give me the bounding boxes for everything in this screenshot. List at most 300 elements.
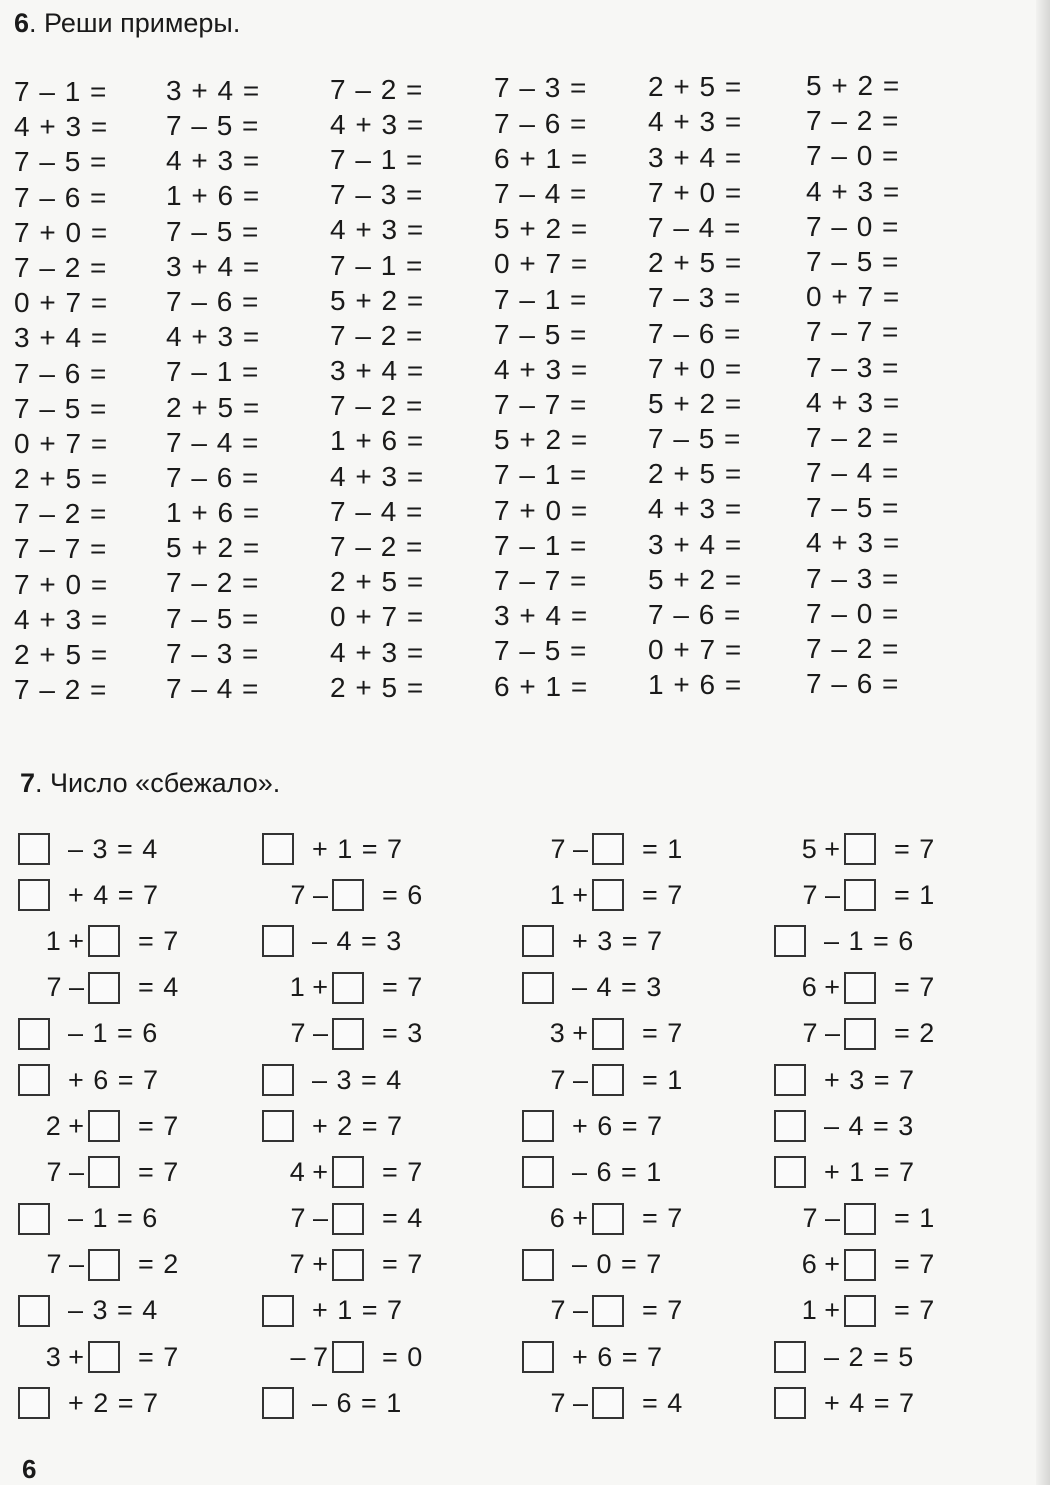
example-prefix: 7 – [802, 1203, 840, 1234]
page-number: 6 [22, 1454, 37, 1484]
math-example: 7 – 1 = [330, 143, 424, 175]
missing-number-example [18, 1057, 253, 1103]
answer-box[interactable] [332, 972, 364, 1004]
missing-number-example [262, 1011, 497, 1057]
math-example: 4 + 3 = [330, 636, 425, 668]
math-example: 7 – 4 = [330, 495, 424, 527]
answer-box[interactable] [18, 1018, 50, 1050]
task-6-column [330, 72, 480, 705]
math-example: 4 + 3 = [330, 460, 425, 492]
missing-number-example [18, 1103, 253, 1149]
example-suffix: + 4 = 7 [68, 879, 160, 910]
answer-box[interactable] [592, 879, 624, 911]
math-example: 7 – 2 = [806, 105, 900, 137]
example-suffix: – 1 = 6 [824, 925, 915, 956]
example-suffix: = 7 [894, 833, 936, 864]
math-example: 7 – 6 = [14, 357, 108, 389]
math-example: 7 – 3 = [806, 562, 900, 594]
missing-number-example [522, 872, 757, 918]
math-example: 7 – 4 = [166, 673, 260, 704]
example-prefix: 7 – [550, 1387, 588, 1418]
missing-number-example [522, 1380, 757, 1426]
example-suffix: = 7 [894, 972, 936, 1003]
answer-box[interactable] [332, 1203, 364, 1235]
answer-box[interactable] [332, 1249, 364, 1281]
math-example: 7 – 7 = [14, 533, 108, 565]
math-example: 2 + 5 = [330, 566, 425, 598]
math-example: 7 – 2 = [14, 251, 108, 283]
example-suffix: = 2 [138, 1249, 180, 1280]
missing-number-example [522, 1334, 757, 1380]
answer-box[interactable] [88, 972, 120, 1004]
math-example: 0 + 7 = [648, 634, 743, 666]
task-6-column [166, 73, 316, 706]
math-example: 7 – 2 = [14, 498, 108, 530]
missing-number-example [774, 918, 1009, 964]
answer-box[interactable] [774, 1064, 806, 1096]
example-prefix: 7 – [802, 1018, 840, 1049]
missing-number-example [774, 1011, 1009, 1057]
math-example: 7 – 6 = [14, 181, 108, 213]
answer-box[interactable] [844, 1203, 876, 1235]
math-example: 7 – 5 = [166, 110, 260, 141]
missing-number-example [774, 1380, 1009, 1426]
math-example: 7 + 0 = [648, 352, 743, 384]
example-suffix: = 7 [382, 1156, 424, 1187]
example-prefix: – 7 [290, 1341, 328, 1372]
missing-number-example [262, 1103, 497, 1149]
example-suffix: = 7 [138, 1156, 180, 1187]
math-example: 5 + 2 = [648, 387, 743, 419]
missing-number-example [262, 1242, 497, 1288]
math-example: 7 – 3 = [330, 179, 424, 211]
math-example: 7 – 1 = [494, 283, 588, 315]
example-suffix: = 4 [642, 1387, 684, 1418]
answer-box[interactable] [262, 1110, 294, 1142]
math-example: 0 + 7 = [14, 287, 109, 319]
example-prefix: 1 + [45, 925, 84, 956]
math-example: 1 + 6 = [648, 669, 743, 701]
math-example: 7 + 0 = [494, 494, 589, 526]
answer-box[interactable] [774, 925, 806, 957]
example-suffix: + 2 = 7 [312, 1110, 404, 1141]
answer-box[interactable] [522, 1110, 554, 1142]
math-example: 5 + 2 = [494, 213, 589, 245]
missing-number-example [262, 1334, 497, 1380]
example-suffix: – 0 = 7 [572, 1249, 663, 1280]
math-example: 7 – 5 = [14, 146, 108, 178]
math-example: 0 + 7 = [14, 427, 109, 459]
example-prefix: 3 + [549, 1018, 588, 1049]
example-prefix: 6 + [549, 1203, 588, 1234]
answer-box[interactable] [18, 1203, 50, 1235]
missing-number-example [18, 1380, 253, 1426]
missing-number-example [522, 1288, 757, 1334]
example-prefix: 7 – [802, 879, 840, 910]
missing-number-example [774, 1103, 1009, 1149]
answer-box[interactable] [18, 1295, 50, 1327]
missing-number-example [18, 965, 253, 1011]
answer-box[interactable] [592, 1295, 624, 1327]
example-prefix: 7 – [550, 1064, 588, 1095]
math-example: 7 – 3 = [806, 351, 900, 383]
answer-box[interactable] [592, 1064, 624, 1096]
math-example: 7 – 4 = [166, 426, 260, 458]
math-example: 4 + 3 = [330, 214, 425, 246]
example-suffix: – 3 = 4 [68, 833, 159, 864]
example-suffix: – 4 = 3 [572, 972, 663, 1003]
math-example: 7 – 1 = [166, 356, 260, 388]
math-example: 7 – 4 = [494, 177, 588, 209]
math-example: 7 – 7 = [806, 316, 900, 348]
example-suffix: – 4 = 3 [824, 1110, 915, 1141]
example-suffix: + 6 = 7 [572, 1341, 664, 1372]
math-example: 4 + 3 = [14, 111, 109, 143]
example-prefix: 1 + [549, 879, 588, 910]
missing-number-example [262, 965, 497, 1011]
missing-number-example [262, 1288, 497, 1334]
answer-box[interactable] [592, 833, 624, 865]
answer-box[interactable] [592, 1018, 624, 1050]
math-example: 7 – 6 = [806, 668, 900, 700]
answer-box[interactable] [774, 1387, 806, 1419]
answer-box[interactable] [844, 972, 876, 1004]
math-example: 3 + 4 = [648, 141, 743, 173]
math-example: 2 + 5 = [648, 71, 743, 103]
math-example: 7 – 1 = [494, 529, 588, 561]
math-example: 1 + 6 = [166, 180, 261, 212]
example-suffix: = 4 [382, 1203, 424, 1234]
answer-box[interactable] [592, 1387, 624, 1419]
example-suffix: = 3 [382, 1018, 424, 1049]
math-example: 7 – 7 = [494, 389, 588, 421]
answer-box[interactable] [88, 1249, 120, 1281]
math-example: 5 + 2 = [494, 424, 589, 456]
math-example: 7 + 0 = [14, 568, 109, 600]
math-example: 7 – 5 = [494, 635, 588, 667]
answer-box[interactable] [774, 1341, 806, 1373]
answer-box[interactable] [88, 925, 120, 957]
math-example: 7 – 0 = [806, 210, 900, 242]
math-example: 2 + 5 = [648, 247, 743, 279]
task-6-column [806, 68, 956, 701]
math-example: 7 – 1 = [494, 459, 588, 491]
example-suffix: = 1 [642, 1064, 684, 1095]
math-example: 7 – 5 = [648, 423, 742, 455]
math-example: 7 – 6 = [166, 461, 260, 493]
example-suffix: + 1 = 7 [824, 1156, 916, 1187]
example-suffix: = 1 [894, 1203, 936, 1234]
math-example: 5 + 2 = [806, 70, 901, 101]
example-suffix: = 6 [382, 879, 424, 910]
example-suffix: = 1 [642, 833, 684, 864]
missing-number-example [262, 918, 497, 964]
missing-number-example [522, 826, 757, 872]
math-example: 7 – 5 = [806, 245, 900, 277]
answer-box[interactable] [332, 1341, 364, 1373]
math-example: 1 + 6 = [330, 425, 425, 457]
missing-number-example [18, 872, 253, 918]
missing-number-example [522, 1196, 757, 1242]
answer-box[interactable] [18, 833, 50, 865]
math-example: 2 + 5 = [14, 463, 109, 495]
missing-number-example [18, 1011, 253, 1057]
example-suffix: – 3 = 4 [68, 1295, 159, 1326]
math-example: 2 + 5 = [14, 639, 109, 670]
answer-box[interactable] [522, 1341, 554, 1373]
math-example: 7 – 6 = [494, 107, 588, 139]
math-example: 4 + 3 = [648, 493, 743, 525]
example-suffix: – 4 = 3 [312, 925, 403, 956]
answer-box[interactable] [88, 1341, 120, 1373]
example-suffix: = 7 [642, 879, 684, 910]
example-suffix: = 7 [138, 925, 180, 956]
answer-box[interactable] [522, 1156, 554, 1188]
task-6-column [648, 69, 798, 702]
math-example: 7 – 5 = [166, 215, 260, 247]
math-example: 4 + 3 = [806, 175, 901, 207]
missing-number-example [18, 1242, 253, 1288]
missing-number-example [18, 826, 253, 872]
answer-box[interactable] [262, 1295, 294, 1327]
missing-number-example [774, 1242, 1009, 1288]
example-suffix: = 1 [894, 879, 936, 910]
example-suffix: = 7 [894, 1249, 936, 1280]
task-7-column [18, 826, 253, 1426]
math-example: 6 + 1 = [494, 670, 589, 702]
math-example: 4 + 3 = [494, 353, 589, 385]
example-prefix: 1 + [801, 1295, 840, 1326]
example-suffix: = 4 [138, 972, 180, 1003]
answer-box[interactable] [88, 1156, 120, 1188]
example-suffix: – 6 = 1 [572, 1156, 663, 1187]
answer-box[interactable] [262, 1064, 294, 1096]
missing-number-example [522, 918, 757, 964]
answer-box[interactable] [592, 1203, 624, 1235]
math-example: 7 – 2 = [330, 319, 424, 351]
example-suffix: + 1 = 7 [312, 1295, 404, 1326]
example-suffix: + 2 = 7 [68, 1387, 160, 1418]
page-edge-shadow [1036, 0, 1050, 1485]
math-example: 0 + 7 = [494, 248, 589, 280]
example-prefix: 7 + [289, 1249, 328, 1280]
task-6-column [494, 70, 644, 703]
missing-number-example [522, 1149, 757, 1195]
task-6-exercises [14, 70, 924, 714]
math-example: 7 – 2 = [806, 633, 900, 664]
answer-box[interactable] [18, 1064, 50, 1096]
answer-box[interactable] [522, 1249, 554, 1281]
math-example: 7 – 3 = [494, 72, 588, 104]
example-prefix: 7 – [46, 972, 84, 1003]
missing-number-example [522, 965, 757, 1011]
math-example: 7 – 0 = [806, 597, 900, 629]
missing-number-example [774, 826, 1009, 872]
answer-box[interactable] [332, 1156, 364, 1188]
missing-number-example [18, 1288, 253, 1334]
missing-number-example [262, 1149, 497, 1195]
missing-number-example [774, 1149, 1009, 1195]
example-suffix: = 7 [642, 1018, 684, 1049]
math-example: 7 + 0 = [648, 176, 743, 208]
math-example: 2 + 5 = [330, 671, 425, 703]
answer-box[interactable] [844, 833, 876, 865]
task-6-title [14, 8, 240, 39]
answer-box[interactable] [844, 1018, 876, 1050]
math-example: 7 – 6 = [648, 599, 742, 631]
example-prefix: 3 + [45, 1341, 84, 1372]
example-prefix: 7 – [290, 1018, 328, 1049]
missing-number-example [774, 965, 1009, 1011]
missing-number-example [18, 1334, 253, 1380]
math-example: 2 + 5 = [166, 391, 261, 423]
example-suffix: = 7 [642, 1295, 684, 1326]
answer-box[interactable] [262, 1387, 294, 1419]
example-suffix: = 0 [382, 1341, 424, 1372]
example-suffix: + 1 = 7 [312, 833, 404, 864]
missing-number-example [522, 1057, 757, 1103]
math-example: 3 + 4 = [648, 528, 743, 560]
math-example: 0 + 7 = [330, 601, 425, 633]
task-7-exercises [18, 826, 958, 1436]
math-example: 7 – 2 = [14, 674, 108, 706]
answer-box[interactable] [18, 1387, 50, 1419]
answer-box[interactable] [844, 1295, 876, 1327]
answer-box[interactable] [774, 1110, 806, 1142]
task-7-title [20, 768, 280, 799]
example-prefix: 6 + [801, 1249, 840, 1280]
task-7-heading: . Число «сбежало». [35, 768, 281, 798]
example-suffix: + 3 = 7 [824, 1064, 916, 1095]
example-prefix: 7 – [290, 879, 328, 910]
example-suffix: – 3 = 4 [312, 1064, 403, 1095]
missing-number-example [774, 1196, 1009, 1242]
example-prefix: 7 – [290, 1203, 328, 1234]
example-suffix: = 7 [382, 1249, 424, 1280]
missing-number-example [774, 1288, 1009, 1334]
example-prefix: 7 – [550, 1295, 588, 1326]
math-example: 4 + 3 = [14, 603, 109, 635]
example-prefix: 7 – [46, 1156, 84, 1187]
math-example: 4 + 3 = [806, 386, 901, 418]
answer-box[interactable] [332, 879, 364, 911]
math-example: 3 + 4 = [494, 600, 589, 632]
missing-number-example [18, 1149, 253, 1195]
math-example: 5 + 2 = [648, 563, 743, 595]
answer-box[interactable] [88, 1110, 120, 1142]
answer-box[interactable] [332, 1018, 364, 1050]
example-suffix: = 7 [138, 1341, 180, 1372]
math-example: 7 – 5 = [14, 392, 108, 424]
missing-number-example [18, 918, 253, 964]
answer-box[interactable] [262, 925, 294, 957]
math-example: 7 – 2 = [166, 567, 260, 599]
example-prefix: 7 – [550, 833, 588, 864]
math-example: 7 – 7 = [494, 565, 588, 597]
example-suffix: + 3 = 7 [572, 925, 664, 956]
math-example: 4 + 3 = [330, 108, 425, 140]
example-suffix: – 6 = 1 [312, 1387, 403, 1418]
missing-number-example [774, 872, 1009, 918]
example-suffix: = 2 [894, 1018, 936, 1049]
task-6-heading: . Реши примеры. [29, 8, 241, 38]
math-example: 7 – 5 = [166, 602, 260, 634]
example-prefix: 1 + [289, 972, 328, 1003]
missing-number-example [262, 1196, 497, 1242]
example-suffix: = 7 [382, 972, 424, 1003]
example-suffix: = 7 [138, 1110, 180, 1141]
example-prefix: 2 + [45, 1110, 84, 1141]
answer-box[interactable] [774, 1156, 806, 1188]
example-prefix: 5 + [801, 833, 840, 864]
answer-box[interactable] [522, 972, 554, 1004]
missing-number-example [522, 1103, 757, 1149]
missing-number-example [774, 1334, 1009, 1380]
missing-number-example [262, 872, 497, 918]
math-example: 1 + 6 = [166, 497, 261, 529]
math-example: 7 – 4 = [806, 457, 900, 489]
math-example: 7 – 2 = [330, 73, 424, 105]
missing-number-example [522, 1242, 757, 1288]
math-example: 2 + 5 = [648, 458, 743, 490]
missing-number-example [774, 1057, 1009, 1103]
missing-number-example [262, 826, 497, 872]
math-example: 7 – 0 = [806, 140, 900, 172]
math-example: 7 – 1 = [330, 249, 424, 281]
math-example: 7 – 5 = [806, 492, 900, 524]
answer-box[interactable] [844, 879, 876, 911]
example-suffix: – 2 = 5 [824, 1341, 915, 1372]
math-example: 4 + 3 = [648, 106, 743, 138]
answer-box[interactable] [18, 879, 50, 911]
math-example: 7 – 6 = [648, 317, 742, 349]
example-prefix: 7 – [46, 1249, 84, 1280]
math-example: 4 + 3 = [166, 145, 261, 177]
example-suffix: – 1 = 6 [68, 1203, 159, 1234]
answer-box[interactable] [522, 925, 554, 957]
missing-number-example [262, 1380, 497, 1426]
task-6-number: 6 [14, 8, 30, 38]
math-example: 3 + 4 = [166, 74, 261, 106]
example-suffix: – 1 = 6 [68, 1018, 159, 1049]
task-7-column [774, 826, 1009, 1426]
example-suffix: + 4 = 7 [824, 1387, 916, 1418]
math-example: 6 + 1 = [494, 142, 589, 174]
missing-number-example [262, 1057, 497, 1103]
example-suffix: + 6 = 7 [68, 1064, 160, 1095]
example-suffix: = 7 [894, 1295, 936, 1326]
answer-box[interactable] [844, 1249, 876, 1281]
missing-number-example [522, 1011, 757, 1057]
math-example: 7 – 1 = [14, 76, 108, 107]
math-example: 7 – 2 = [806, 421, 900, 453]
math-example: 4 + 3 = [166, 321, 261, 353]
math-example: 3 + 4 = [330, 355, 425, 387]
math-example: 7 – 6 = [166, 285, 260, 317]
math-example: 3 + 4 = [166, 250, 261, 282]
task-6-column [14, 74, 164, 707]
math-example: 7 + 0 = [14, 216, 109, 248]
answer-box[interactable] [262, 833, 294, 865]
math-example: 3 + 4 = [14, 322, 109, 354]
task-7-column [262, 826, 497, 1426]
math-example: 7 – 3 = [648, 282, 742, 314]
task-7-column [522, 826, 757, 1426]
math-example: 5 + 2 = [330, 284, 425, 316]
math-example: 7 – 4 = [648, 211, 742, 243]
example-suffix: + 6 = 7 [572, 1110, 664, 1141]
math-example: 7 – 5 = [494, 318, 588, 350]
